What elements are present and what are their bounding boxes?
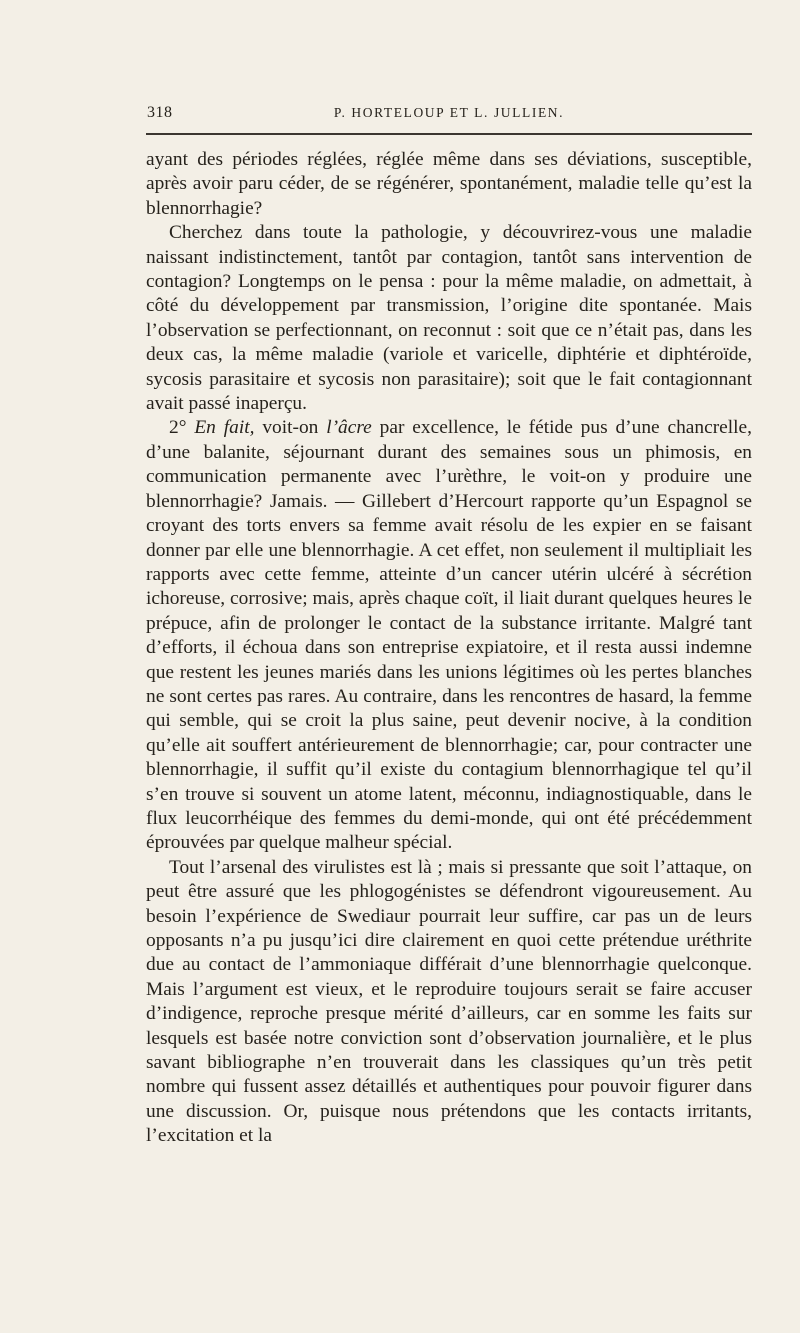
paragraph-pathology: Cherchez dans toute la pathologie, y découvrirez-vous une maladie naissant indistinctement, tantôt par contagion, tantôt sans intervention de contagion? Longtemps on le pensa : pour la même maladie, on admettait, à côté du développement par transmission, l’origine dite spontanée. Mais l’observation se perfectionnant, on reconnut : soit que ce n’était pas, dans les deux cas, la même maladie (variole et varicelle, diphtérie et diphtéroïde, sycosis parasitaire et sycosis non parasitaire); soit que le fait contagionnant avait passé inaperçu. (146, 222, 752, 415)
paragraph-arsenal: Tout l’arsenal des virulistes est là ; mais si pressante que soit l’attaque, on peut être assuré que les phlogogénistes se défendront vigoureusement. Au besoin l’expérience de Swediaur pourrait leur suffire, car pas un de leurs opposants n’a pu jusqu’ici dire clairement en quoi cette prétendue uréthrite due au contact de l’ammoniaque différait d’une blennorrhagie quelconque. Mais l’argument est vieux, et le reproduire toujours serait se faire accuser d’indigence, reproche presque mérité d’ailleurs, car en somme les faits sur lesquels est basée notre conviction sont d’observation journalière, et le plus savant bibliographe n’en trouverait dans les classiques qu’un très petit nombre qui fussent assez détaillés et authentiques pour pouvoir figurer dans une discussion. Or, puisque nous prétendons que les contacts irritants, l’excitation et la (146, 856, 752, 1147)
page-header (147, 104, 751, 128)
italic-phrase-en-fait: En fait, (194, 417, 255, 439)
paragraph-point-2 (146, 416, 752, 855)
body-text (146, 148, 752, 1149)
paragraph-text-segment: par excellence, le fétide pus d’une chancrelle, d’une balanite, séjournant durant des semaines sous un phimosis, en communication permanente avec l’urèthre, le voit-on y produire une blennorrhagie? Jamais. — Gillebert d’Hercourt rapporte qu’un Espagnol se croyant des torts envers sa femme avait résolu de les expier en se faisant donner par elle une blennorrhagie. A cet effet, non seulement il multipliait les rapports avec cette femme, atteinte d’un cancer utérin ulcéré à sécrétion ichoreuse, corrosive; mais, après chaque coït, il liait durant quelques heures le prépuce, afin de prolonger le contact de la substance irritante. Malgré tant d’efforts, il échoua dans son entreprise expiatoire, et il resta aussi indemne que restent les jeunes mariés dans les unions légitimes où les pertes blanches ne sont certes pas rares. Au contraire, dans les rencontres de hasard, la femme qui semble, qui se croit la plus saine, peut devenir nocive, à la condition qu’elle ait souffert antérieurement de blennorrhagie; car, pour contracter une blennorrhagie, il suffit qu’il existe du contagium blennorrhagique tel qu’il s’en trouve si souvent un atome latent, méconnu, indiagnostiquable, dans le flux leucorrhéique des femmes du demi-monde, qui ont été précédemment éprouvées par quelque malheur spécial. (146, 417, 752, 854)
paragraph-continuation: ayant des périodes réglées, réglée même dans ses déviations, susceptible, après avoir paru céder, de se régénérer, spontanément, maladie telle qu’est la blennorrhagie? (146, 149, 752, 219)
header-rule (146, 133, 752, 135)
paragraph-text-segment: voit-on (254, 417, 327, 439)
running-head: P. HORTELOUP ET L. JULLIEN. (333, 105, 565, 120)
point-number: 2° (169, 417, 187, 439)
italic-word-acre: l’âcre (326, 417, 372, 439)
page-number: 318 (147, 104, 173, 121)
